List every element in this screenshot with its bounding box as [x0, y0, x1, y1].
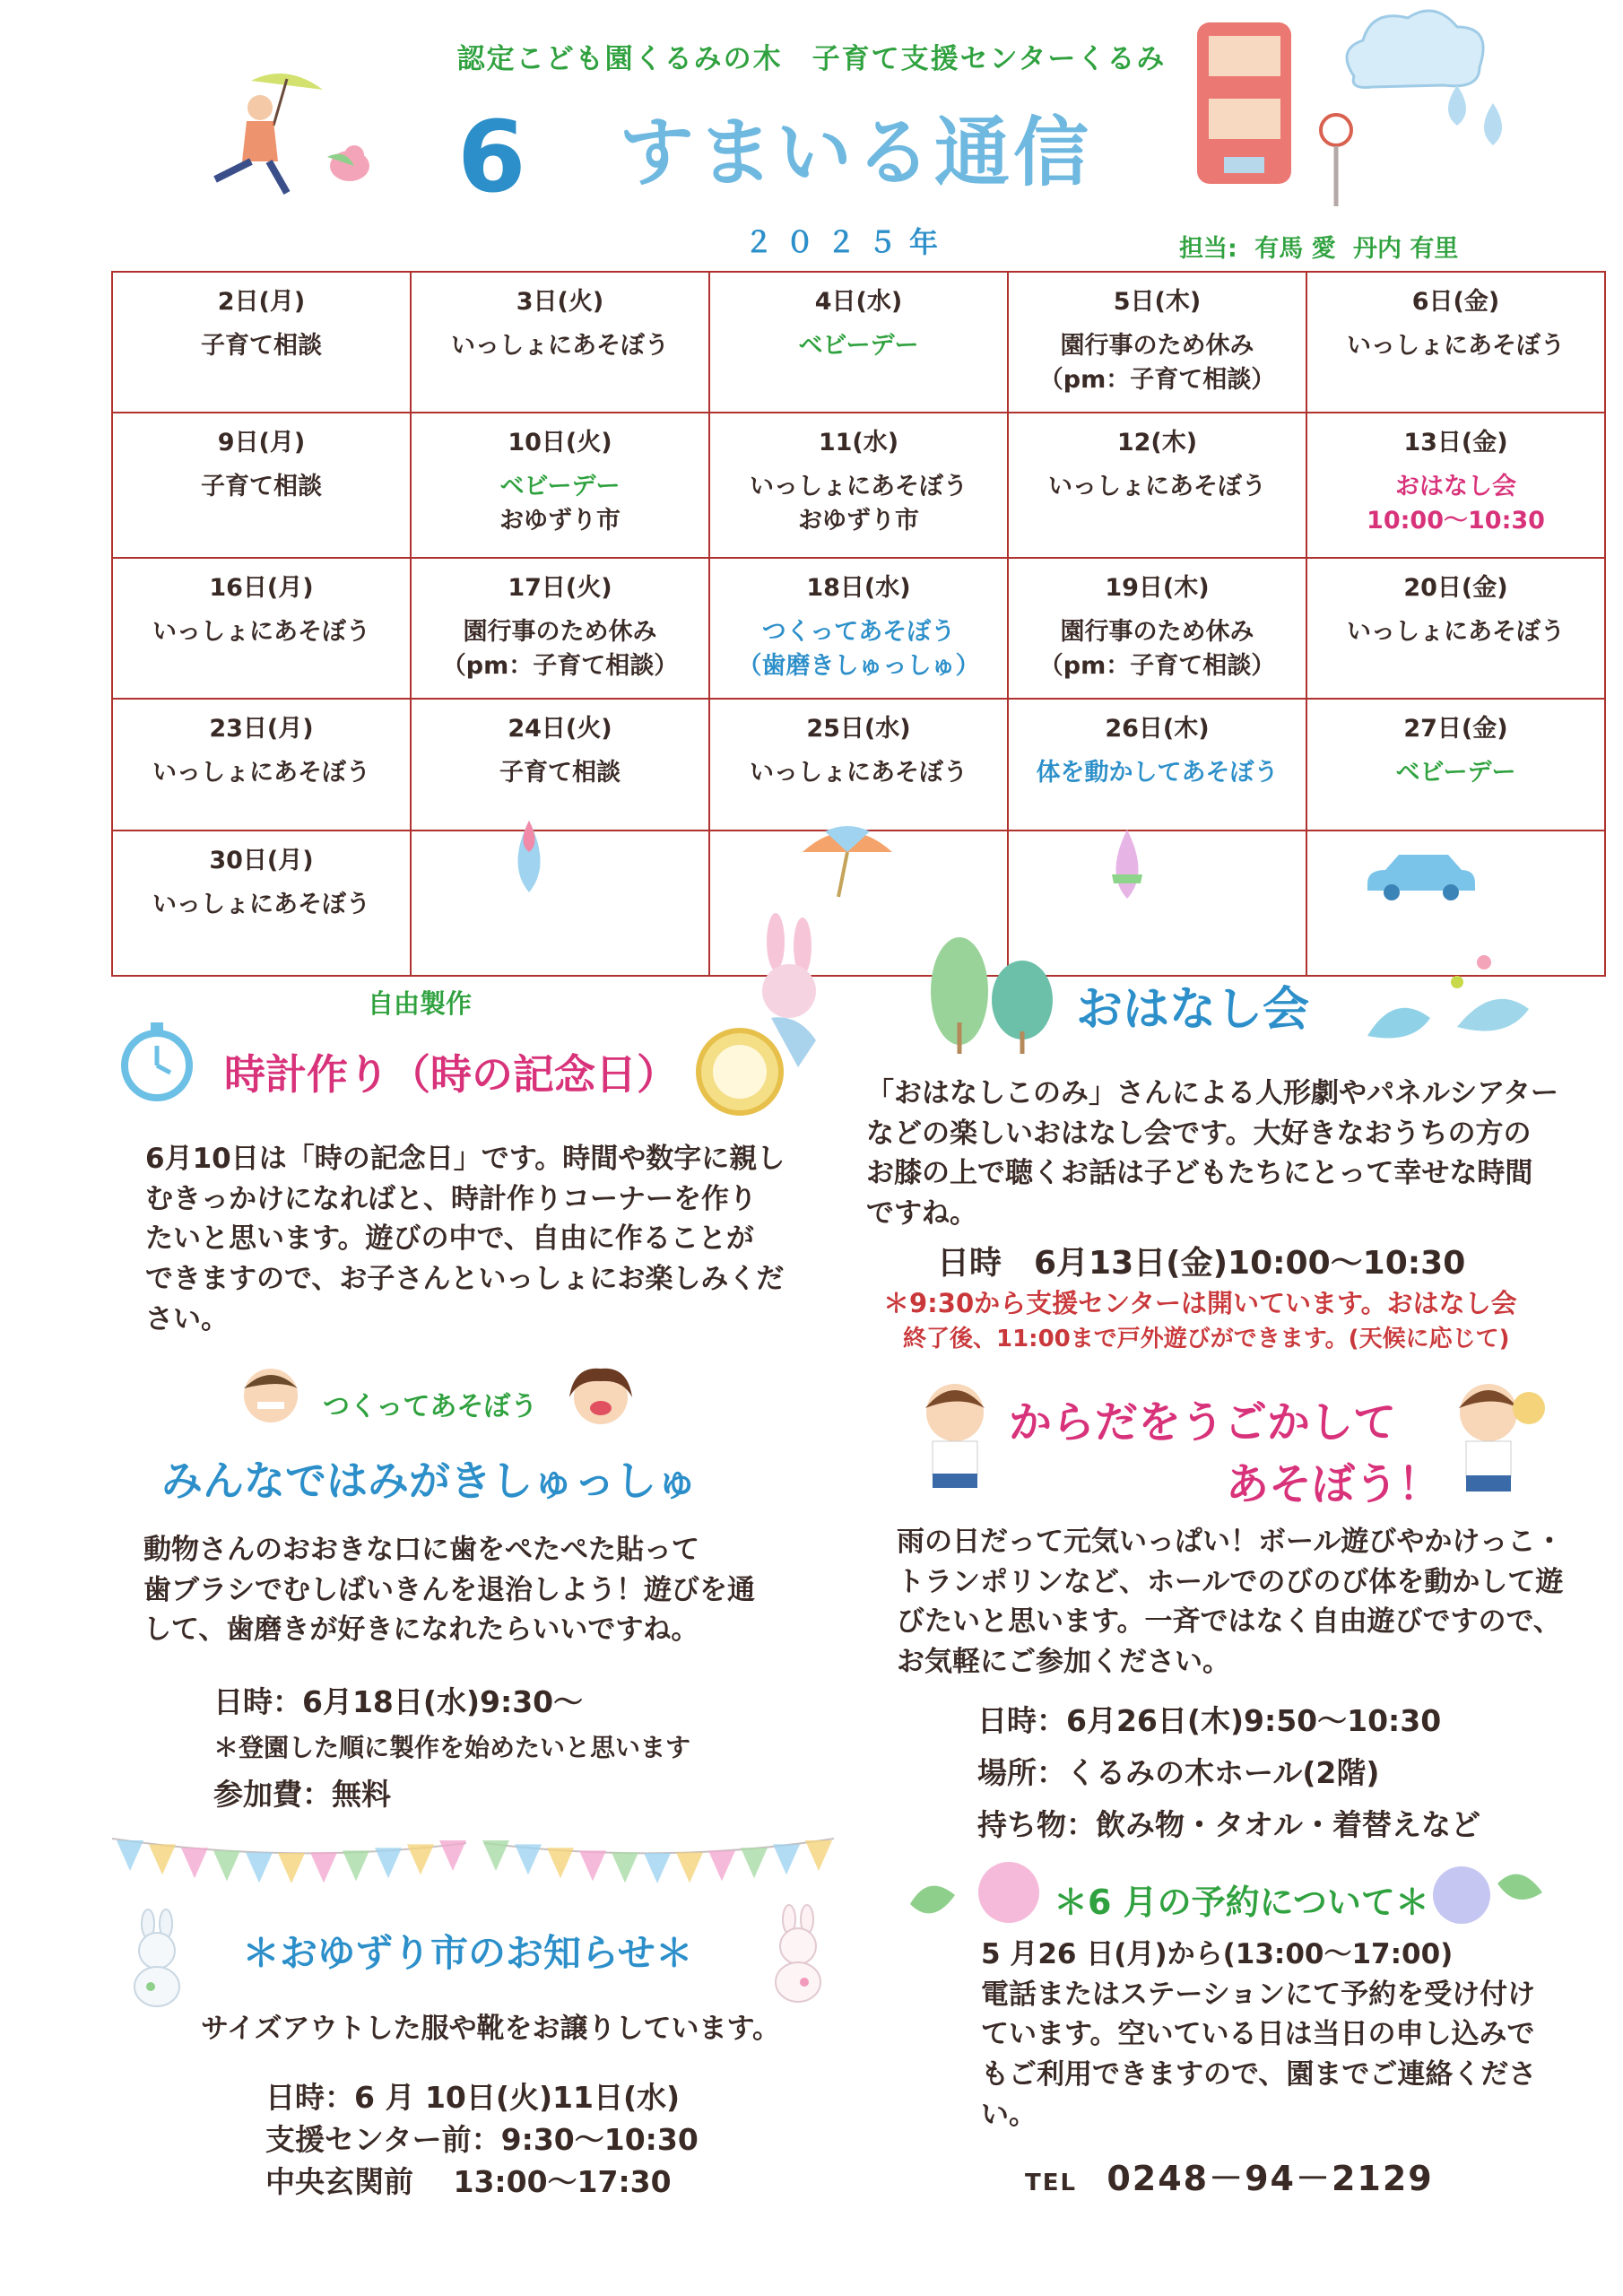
calendar-cell	[411, 272, 709, 413]
paragraph-line: 6月10日は「時の記念日」です。時間や数字に親し	[145, 1143, 785, 1175]
calendar-cell	[709, 699, 1008, 831]
clock-icon	[117, 1021, 197, 1101]
calendar-event: ベビーデー	[798, 332, 919, 360]
calendar-cell	[112, 831, 411, 976]
girl-face-icon	[560, 1361, 641, 1426]
paragraph-line: びたいと思います。一斉ではなく自由遊びですので、	[897, 1605, 1561, 1639]
brush-section-label: つくってあそぼう	[323, 1391, 538, 1422]
calendar-date: 30日(月)	[209, 847, 314, 874]
calendar-date: 2日(月)	[217, 288, 306, 316]
calendar-date: 9日(月)	[217, 429, 306, 457]
paragraph-line: して、歯磨きが好きになれたらいいですね。	[143, 1613, 699, 1647]
body-section-title-2: あそぼう！	[1226, 1459, 1442, 1509]
paragraph-line: 電話またはステーションにて予約を受け付け	[981, 1978, 1536, 2011]
calendar-cell	[1008, 413, 1306, 558]
leaf-icon	[1493, 1866, 1547, 1910]
bunting-flag	[805, 1840, 832, 1871]
market-section-details	[265, 2077, 699, 2204]
body-section-date: 日時：6月26日(木)9:50～10:30	[977, 1703, 1442, 1738]
calendar-event: 園行事のため休み	[1060, 332, 1254, 360]
calendar-event: 園行事のため休み	[1060, 618, 1254, 646]
calendar-event: 10:00～10:30	[1367, 506, 1545, 535]
market-section-title: ＊おゆずり市のお知らせ＊	[242, 1931, 693, 1975]
calendar-event: いっしょにあそぼう	[152, 618, 370, 646]
brush-section-fee: 参加費：無料	[213, 1777, 391, 1812]
paragraph-line: 歯ブラシでむしばいきんを退治しよう！遊びを通	[143, 1573, 755, 1606]
calendar-event: 体を動かしてあそぼう	[1036, 759, 1279, 787]
market-section-desc: サイズアウトした服や靴をお譲りしています。	[201, 2013, 781, 2045]
calendar-event: （pm：子育て相談）	[441, 651, 679, 680]
bunting-flag	[515, 1844, 542, 1874]
body-section-title-1: からだをうごかして	[1009, 1397, 1397, 1448]
calendar-event: ベビーデー	[1395, 759, 1516, 787]
bunting-flag	[149, 1844, 176, 1874]
calendar-date: 24日(火)	[508, 715, 612, 743]
bunting-flag	[482, 1840, 509, 1871]
tel-label: TEL	[1025, 2170, 1078, 2196]
calendar-event: いっしょにあそぼう	[152, 759, 370, 787]
calendar-date: 13日(金)	[1403, 429, 1508, 457]
bunting-flag	[547, 1848, 574, 1878]
story-section-title: おはなし会	[1076, 983, 1310, 1037]
paragraph-line: お気軽にご参加ください。	[897, 1645, 1230, 1678]
story-section-note-2: 終了後、11:00まで戸外遊びができます。(天候に応じて)	[903, 1326, 1510, 1352]
calendar-date: 10日(火)	[508, 429, 612, 457]
calendar-event: いっしょにあそぼう	[152, 891, 370, 918]
calendar-cell	[112, 413, 411, 558]
calendar-date: 6日(金)	[1411, 288, 1500, 316]
calendar-event: （歯磨きしゅっしゅ）	[737, 651, 980, 680]
hydrangea-icon	[973, 1857, 1045, 1928]
calendar-cell	[112, 558, 411, 699]
bunny-icon	[126, 1910, 188, 2009]
bunting-flag	[213, 1850, 240, 1881]
bunting-flag	[676, 1852, 703, 1883]
calendar-date: 27日(金)	[1403, 715, 1508, 743]
bunting-flag	[310, 1852, 337, 1883]
paragraph-line: ています。空いている日は当日の申し込みで	[981, 2018, 1535, 2051]
calendar-cell	[1306, 558, 1605, 699]
boy-face-icon	[235, 1361, 307, 1424]
brush-section-body	[143, 1530, 789, 1650]
market-section-place-1: 支援センター前：9:30～10:30	[265, 2121, 699, 2157]
calendar-event: いっしょにあそぼう	[750, 473, 968, 500]
hydrangea-icon	[1426, 1861, 1497, 1928]
calendar-event: おゆずり市	[499, 506, 621, 535]
calendar-cell	[1008, 699, 1306, 831]
calendar-cell	[112, 699, 411, 831]
bunting-flag	[612, 1852, 638, 1883]
calendar-cell	[1008, 558, 1306, 699]
reserve-section-body	[981, 1935, 1573, 2135]
calendar-date: 5日(木)	[1113, 288, 1202, 316]
calendar-event: 子育て相談	[499, 759, 621, 787]
brush-section-note: ＊登園した順に製作を始めたいと思います	[213, 1733, 691, 1762]
calendar-event: いっしょにあそぼう	[1347, 618, 1565, 646]
paragraph-line: さい。	[145, 1302, 229, 1335]
calendar-cell	[411, 413, 709, 558]
bunting-flag	[773, 1844, 800, 1874]
staff-name-1: 有馬 愛	[1254, 235, 1336, 263]
month-number: 6	[457, 100, 526, 214]
paragraph-line: ですね。	[866, 1196, 977, 1230]
body-section-items: 持ち物：飲み物・タオル・着替えなど	[977, 1806, 1480, 1842]
calendar-event: いっしょにあそぼう	[1347, 332, 1565, 360]
brush-section-date: 日時：6月18日(水)9:30～	[213, 1684, 584, 1719]
boy-icon	[906, 1377, 1004, 1493]
calendar-event: おゆずり市	[798, 506, 919, 535]
bunting-icon	[108, 1830, 843, 1919]
calendar-event: 子育て相談	[201, 332, 322, 360]
organization-name: 認定こども園くるみの木 子育て支援センターくるみ	[456, 43, 1167, 75]
calendar-event: いっしょにあそぼう	[1048, 473, 1266, 500]
clock-section-label: 自由製作	[368, 988, 473, 1019]
calendar-event: おはなし会	[1395, 473, 1516, 500]
leaf-icon	[906, 1877, 959, 1922]
calendar-event: いっしょにあそぼう	[451, 332, 669, 360]
raindrop-icon	[1105, 825, 1150, 901]
trees-icon	[924, 933, 1058, 1058]
boy-ball-icon	[1444, 1377, 1551, 1498]
body-section-body	[897, 1522, 1578, 1683]
paragraph-line: 「おはなしこのみ」さんによる人形劇やパネルシアター	[866, 1077, 1559, 1109]
staff-label: 担当:	[1179, 235, 1237, 263]
calendar-cell	[1008, 272, 1306, 413]
body-section-details	[977, 1695, 1480, 1850]
bunting-flag	[343, 1850, 369, 1881]
rabbit-clock-icon	[690, 924, 843, 1130]
staff-name-2: 丹内 有里	[1353, 235, 1459, 263]
story-section-note-1: ＊9:30から支援センターは開いています。おはなし会	[883, 1288, 1517, 1318]
calendar-cell	[1306, 413, 1605, 558]
paragraph-line: 動物さんのおおきな口に歯をぺたぺた貼って	[143, 1534, 699, 1566]
reserve-section-title: ＊6 月の予約について＊	[1054, 1883, 1429, 1922]
bunting-flag	[117, 1840, 143, 1871]
bird-icon	[318, 130, 381, 193]
calendar-event: 園行事のため休み	[463, 618, 657, 646]
calendar-date: 18日(水)	[806, 574, 911, 602]
story-section-body	[866, 1074, 1584, 1234]
market-section-date: 日時：6 月 10日(火)11日(水)	[265, 2080, 681, 2115]
paragraph-line: できますので、お子さんといっしょにお楽しみくだ	[145, 1262, 785, 1295]
body-section-place: 場所：くるみの木ホール(2階)	[977, 1754, 1380, 1790]
paragraph-line: い。	[981, 2098, 1037, 2131]
car-icon	[1363, 848, 1480, 901]
paragraph-line: お膝の上で聴くお話は子どもたちにとって幸せな時間	[866, 1157, 1533, 1190]
bunting-flag	[579, 1850, 606, 1881]
clock-section-title: 時計作り（時の記念日）	[224, 1050, 678, 1099]
bunny-icon	[767, 1906, 829, 2005]
calendar-date: 16日(月)	[209, 574, 314, 602]
calendar-date: 17日(火)	[508, 574, 612, 602]
paragraph-line: 5 月26 日(月)から(13:00～17:00)	[981, 1938, 1454, 1970]
calendar-cell	[112, 272, 411, 413]
bunting-flag	[439, 1840, 466, 1871]
paragraph-line: たいと思います。遊びの中で、自由に作ることが	[145, 1222, 754, 1256]
bunting-flag	[741, 1848, 768, 1878]
paragraph-line: などの楽しいおはなし会です。大好きなおうちの方の	[866, 1117, 1532, 1150]
tel-line	[1025, 2151, 1434, 2200]
bunting-flag	[375, 1848, 402, 1878]
calendar-date: 11(水)	[818, 429, 899, 457]
bus-stop-icon	[1314, 112, 1358, 211]
calendar-date: 3日(火)	[516, 288, 604, 316]
raindrop-icon	[507, 816, 551, 897]
staff-line	[1179, 229, 1467, 264]
bunting-flag	[708, 1850, 735, 1881]
calendar-cell	[709, 272, 1008, 413]
bunting-flag	[407, 1844, 434, 1874]
tel-number: 0248－94－2129	[1107, 2159, 1434, 2198]
paragraph-line: むきっかけになればと、時計作りコーナーを作り	[145, 1182, 757, 1215]
brush-section-title: みんなではみがきしゅっしゅ	[161, 1457, 698, 1505]
calendar-event: （pm：子育て相談）	[1038, 651, 1276, 680]
market-section-place-2: 中央玄関前 13:00～17:30	[265, 2163, 672, 2199]
calendar-cell	[411, 699, 709, 831]
year: ２０２５年	[744, 225, 951, 259]
bunting-flag	[181, 1848, 208, 1878]
umbrella-icon	[798, 821, 897, 901]
calendar-cell	[1306, 699, 1605, 831]
paragraph-line: トランポリンなど、ホールでのびのび体を動かして遊	[897, 1565, 1564, 1598]
calendar-date: 23日(月)	[209, 715, 314, 743]
bunting-flag	[644, 1853, 671, 1883]
girl-umbrella-icon	[179, 63, 341, 197]
clock-section-body	[145, 1139, 785, 1339]
calendar-event: つくってあそぼう	[761, 618, 956, 646]
birds-icon	[1358, 946, 1538, 1054]
calendar-date: 12(木)	[1116, 429, 1198, 457]
calendar-date: 4日(水)	[814, 288, 903, 316]
calendar-date: 26日(木)	[1105, 715, 1210, 743]
calendar-cell	[411, 558, 709, 699]
bunting-flag	[278, 1853, 305, 1883]
bunting-flag	[246, 1852, 273, 1883]
calendar-event: ベビーデー	[499, 473, 621, 500]
calendar-date: 20日(金)	[1403, 574, 1508, 602]
paragraph-line: 雨の日だって元気いっぱい！ボール遊びやかけっこ・	[897, 1526, 1564, 1558]
bus-icon	[1193, 18, 1296, 193]
raindrop-icon	[1435, 81, 1515, 152]
calendar-date: 19日(木)	[1105, 574, 1210, 602]
calendar-event: （pm：子育て相談）	[1038, 365, 1276, 394]
calendar-date: 25日(水)	[806, 715, 911, 743]
calendar-cell	[411, 831, 709, 976]
calendar-event: いっしょにあそぼう	[750, 759, 968, 787]
calendar-event: 子育て相談	[201, 473, 322, 500]
newsletter-title: すまいる通信	[619, 109, 1093, 196]
calendar-cell	[709, 413, 1008, 558]
story-section-date: 日時 6月13日(金)10:00～10:30	[937, 1245, 1466, 1282]
calendar-cell	[709, 558, 1008, 699]
calendar-cell	[1306, 272, 1605, 413]
paragraph-line: もご利用できますので、園までご連絡くださ	[981, 2057, 1537, 2091]
